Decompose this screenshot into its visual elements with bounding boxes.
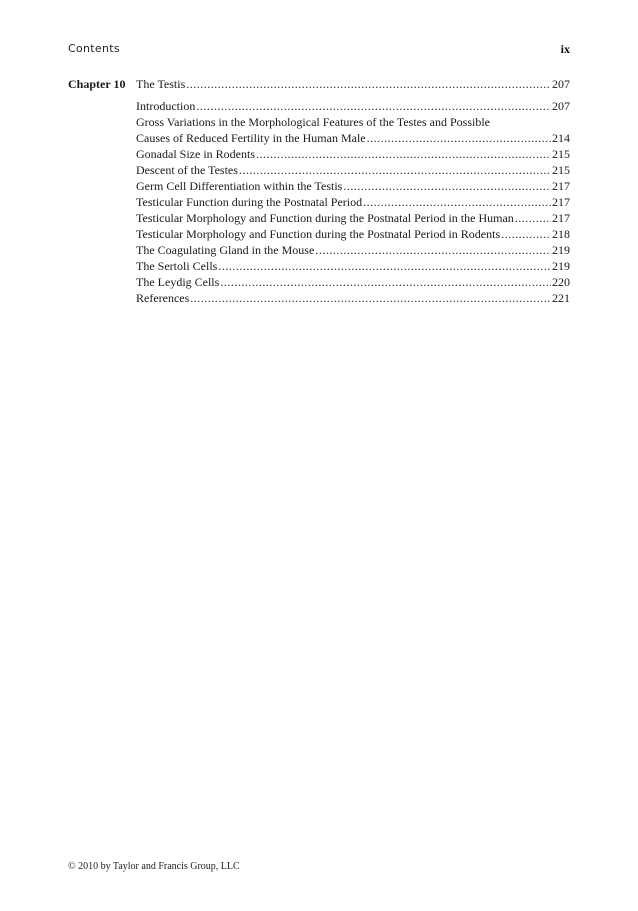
- toc-entry-page: 207: [552, 99, 570, 113]
- toc-entry-page: 219: [552, 243, 570, 257]
- toc-entry-page: 220: [552, 275, 570, 289]
- toc-entry[interactable]: [136, 163, 570, 177]
- toc-entry[interactable]: [136, 243, 570, 257]
- toc-entry-page: 207: [552, 77, 570, 91]
- toc-entry[interactable]: [136, 195, 570, 209]
- dot-leader: [256, 147, 551, 161]
- dot-leader: [501, 227, 551, 241]
- toc-entry-page: 219: [552, 259, 570, 273]
- toc-entry-page: 215: [552, 163, 570, 177]
- toc-entry[interactable]: [136, 99, 570, 113]
- toc-entry[interactable]: [136, 259, 570, 273]
- toc-entry-page: 221: [552, 291, 570, 305]
- toc-entry-title: References: [136, 291, 190, 305]
- copyright-footer: © 2010 by Taylor and Francis Group, LLC: [68, 861, 240, 872]
- toc-entry-title: Testicular Morphology and Function during the Postnatal Period in the Human: [136, 211, 514, 225]
- toc-entry-title: Causes of Reduced Fertility in the Human Male: [136, 131, 366, 145]
- dot-leader: [315, 243, 551, 257]
- toc-entry-title: The Testis: [136, 77, 186, 91]
- toc-entry-title: Gross Variations in the Morphological Features of the Testes and Possible: [136, 115, 490, 129]
- toc-entry-title: Testicular Morphology and Function during the Postnatal Period in Rodents: [136, 227, 501, 241]
- toc-entry-title: The Leydig Cells: [136, 275, 220, 289]
- dot-leader: [186, 77, 551, 91]
- toc-entry[interactable]: [136, 275, 570, 289]
- toc-entry[interactable]: [136, 147, 570, 161]
- toc-entry-title: Introduction: [136, 99, 196, 113]
- chapter-label: Chapter 10: [68, 77, 126, 91]
- dot-leader: [239, 163, 551, 177]
- toc-entry-continued[interactable]: [136, 115, 570, 129]
- toc-entry-title: Gonadal Size in Rodents: [136, 147, 255, 161]
- toc-entry-title: The Sertoli Cells: [136, 259, 218, 273]
- toc-entry[interactable]: [136, 227, 570, 241]
- toc-entry-page: 217: [552, 195, 570, 209]
- toc-entry-page: 215: [552, 147, 570, 161]
- toc-entry[interactable]: [136, 291, 570, 305]
- toc-entry-title: Germ Cell Differentiation within the Testis: [136, 179, 343, 193]
- dot-leader: [190, 291, 551, 305]
- toc-entry[interactable]: [136, 211, 570, 225]
- dot-leader: [343, 179, 551, 193]
- toc-entry-page: 214: [552, 131, 570, 145]
- running-head: [68, 42, 570, 58]
- dot-leader: [196, 99, 551, 113]
- running-head-title: Contents: [68, 42, 120, 55]
- page-number: ix: [560, 42, 570, 56]
- toc-entry[interactable]: [136, 179, 570, 193]
- dot-leader: [220, 275, 551, 289]
- toc-entry-title: The Coagulating Gland in the Mouse: [136, 243, 315, 257]
- toc-entry[interactable]: [136, 131, 570, 145]
- toc-entry-page: 217: [552, 211, 570, 225]
- dot-leader: [367, 131, 551, 145]
- toc-entry-page: 217: [552, 179, 570, 193]
- toc-entry-page: 218: [552, 227, 570, 241]
- toc-entry-title: Descent of the Testes: [136, 163, 238, 177]
- dot-leader: [218, 259, 551, 273]
- toc-entry-title: Testicular Function during the Postnatal Period: [136, 195, 363, 209]
- dot-leader: [363, 195, 551, 209]
- dot-leader: [515, 211, 551, 225]
- toc-entry-chapter-title[interactable]: [136, 77, 570, 91]
